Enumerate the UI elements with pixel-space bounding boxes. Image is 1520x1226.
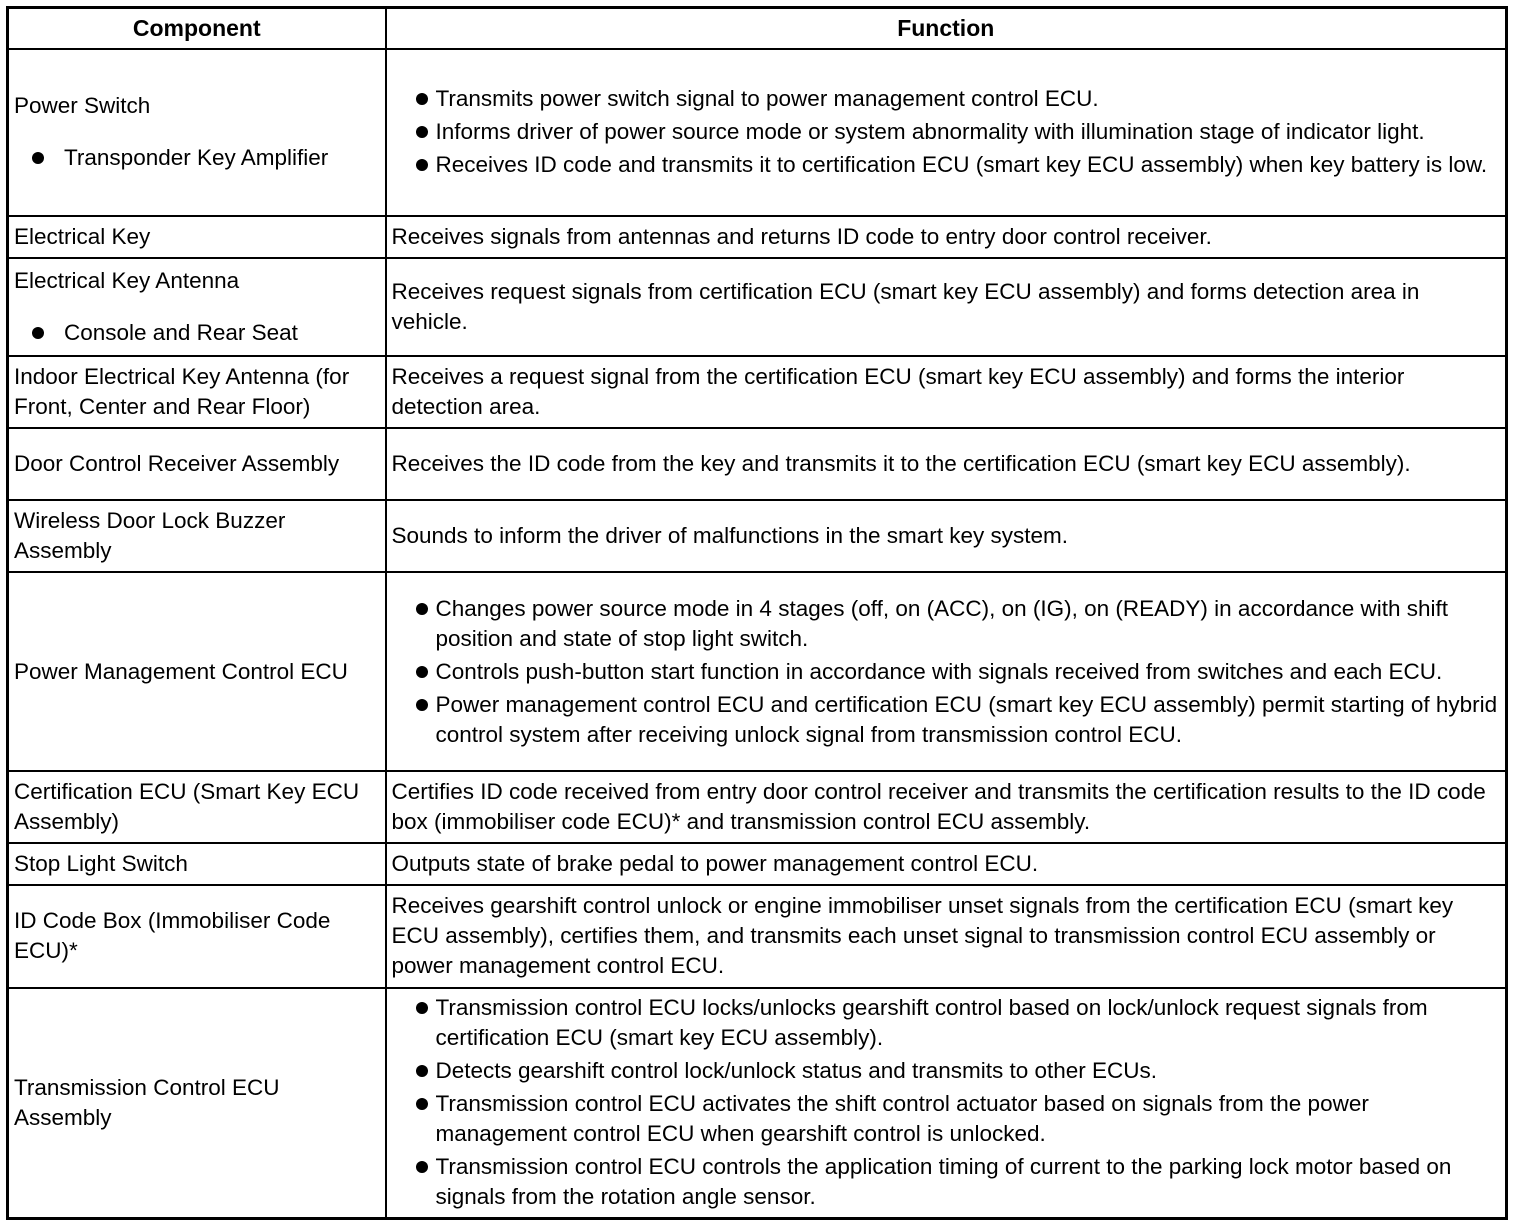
- component-sub-label: Transponder Key Amplifier: [64, 145, 329, 171]
- function-item: [406, 594, 1501, 654]
- header-function: Function: [386, 8, 1507, 49]
- component-cell: Power Management Control ECU: [8, 572, 386, 771]
- component-cell: Indoor Electrical Key Antenna (for Front, Center and Rear Floor): [8, 356, 386, 428]
- component-name: Power Switch: [14, 93, 151, 119]
- bullet-icon: [406, 150, 436, 180]
- bullet-icon: [406, 690, 436, 720]
- function-item: [406, 84, 1501, 114]
- function-cell: Receives request signals from certification ECU (smart key ECU assembly) and forms detection area in vehicle.: [386, 258, 1507, 355]
- function-item-text: Transmits power switch signal to power management control ECU.: [435, 86, 1099, 112]
- bullet-icon: [28, 143, 64, 173]
- function-cell: Outputs state of brake pedal to power management control ECU.: [386, 843, 1507, 885]
- function-item: [406, 657, 1501, 687]
- table-row: [8, 356, 1507, 428]
- function-item: [406, 690, 1501, 750]
- function-cell: Receives a request signal from the certification ECU (smart key ECU assembly) and forms the interior detection area.: [386, 356, 1507, 428]
- function-list: [392, 84, 1501, 180]
- function-item-text: Detects gearshift control lock/unlock status and transmits to other ECUs.: [435, 1058, 1158, 1084]
- function-cell: [386, 49, 1507, 217]
- table-row: [8, 988, 1507, 1219]
- bullet-icon: [406, 993, 436, 1023]
- function-cell: Receives gearshift control unlock or engine immobiliser unset signals from the certification ECU (smart key ECU assembly), certifies them, and transmits each unset signal to transmission control ECU assembly or power management control ECU.: [386, 885, 1507, 987]
- table-row: [8, 428, 1507, 500]
- table-row: [8, 258, 1507, 355]
- table-row: [8, 572, 1507, 771]
- function-list: [392, 993, 1501, 1212]
- table-row: [8, 885, 1507, 987]
- table-header-row: [8, 8, 1507, 49]
- function-item-text: Power management control ECU and certification ECU (smart key ECU assembly) permit starting of hybrid control system after receiving unlock signal from transmission control ECU.: [435, 691, 1498, 747]
- function-cell: [386, 572, 1507, 771]
- component-cell: ID Code Box (Immobiliser Code ECU)*: [8, 885, 386, 987]
- component-function-table: [6, 6, 1508, 1220]
- bullet-icon: [406, 117, 436, 147]
- component-cell: Certification ECU (Smart Key ECU Assembly): [8, 771, 386, 843]
- bullet-icon: [28, 318, 64, 348]
- function-item: [406, 993, 1501, 1053]
- table-row: [8, 49, 1507, 217]
- function-item: [406, 117, 1501, 147]
- table-row: [8, 500, 1507, 572]
- bullet-icon: [406, 1152, 436, 1182]
- bullet-icon: [406, 594, 436, 624]
- function-cell: Receives the ID code from the key and transmits it to the certification ECU (smart key ECU assembly).: [386, 428, 1507, 500]
- function-cell: [386, 988, 1507, 1219]
- component-cell: Wireless Door Lock Buzzer Assembly: [8, 500, 386, 572]
- function-item-text: Transmission control ECU activates the shift control actuator based on signals from the power management control ECU when gearshift control is unlocked.: [435, 1091, 1369, 1147]
- bullet-icon: [406, 84, 436, 114]
- function-item-text: Receives ID code and transmits it to certification ECU (smart key ECU assembly) when key battery is low.: [435, 152, 1488, 178]
- component-sub-item: [14, 143, 380, 173]
- function-item-text: Transmission control ECU locks/unlocks gearshift control based on lock/unlock request signals from certification ECU (smart key ECU assembly).: [435, 995, 1428, 1051]
- component-cell: Transmission Control ECU Assembly: [8, 988, 386, 1219]
- function-item-text: Changes power source mode in 4 stages (off, on (ACC), on (IG), on (READY) in accordance with shift position and state of stop light switch.: [435, 595, 1449, 651]
- table-row: [8, 771, 1507, 843]
- bullet-icon: [406, 657, 436, 687]
- component-cell: Electrical Key: [8, 216, 386, 258]
- component-sub-label: Console and Rear Seat: [64, 319, 298, 345]
- function-cell: Receives signals from antennas and returns ID code to entry door control receiver.: [386, 216, 1507, 258]
- component-cell: [8, 258, 386, 355]
- function-item-text: Transmission control ECU controls the application timing of current to the parking lock motor based on signals from the rotation angle sensor.: [435, 1154, 1452, 1210]
- function-item: [406, 1152, 1501, 1212]
- function-cell: Sounds to inform the driver of malfunctions in the smart key system.: [386, 500, 1507, 572]
- function-list: [392, 594, 1501, 750]
- bullet-icon: [406, 1056, 436, 1086]
- component-cell: Stop Light Switch: [8, 843, 386, 885]
- table-row: [8, 216, 1507, 258]
- function-item-text: Controls push-button start function in accordance with signals received from switches and each ECU.: [435, 658, 1443, 684]
- function-cell: Certifies ID code received from entry door control receiver and transmits the certification results to the ID code box (immobiliser code ECU)* and transmission control ECU assembly.: [386, 771, 1507, 843]
- function-item-text: Informs driver of power source mode or system abnormality with illumination stage of indicator light.: [435, 119, 1425, 145]
- table-row: [8, 843, 1507, 885]
- component-sub-item: [14, 318, 380, 348]
- component-cell: [8, 49, 386, 217]
- bullet-icon: [406, 1089, 436, 1119]
- function-item: [406, 1089, 1501, 1149]
- function-item: [406, 1056, 1501, 1086]
- function-item: [406, 150, 1501, 180]
- component-name: Electrical Key Antenna: [14, 267, 240, 293]
- component-cell: Door Control Receiver Assembly: [8, 428, 386, 500]
- header-component: Component: [8, 8, 386, 49]
